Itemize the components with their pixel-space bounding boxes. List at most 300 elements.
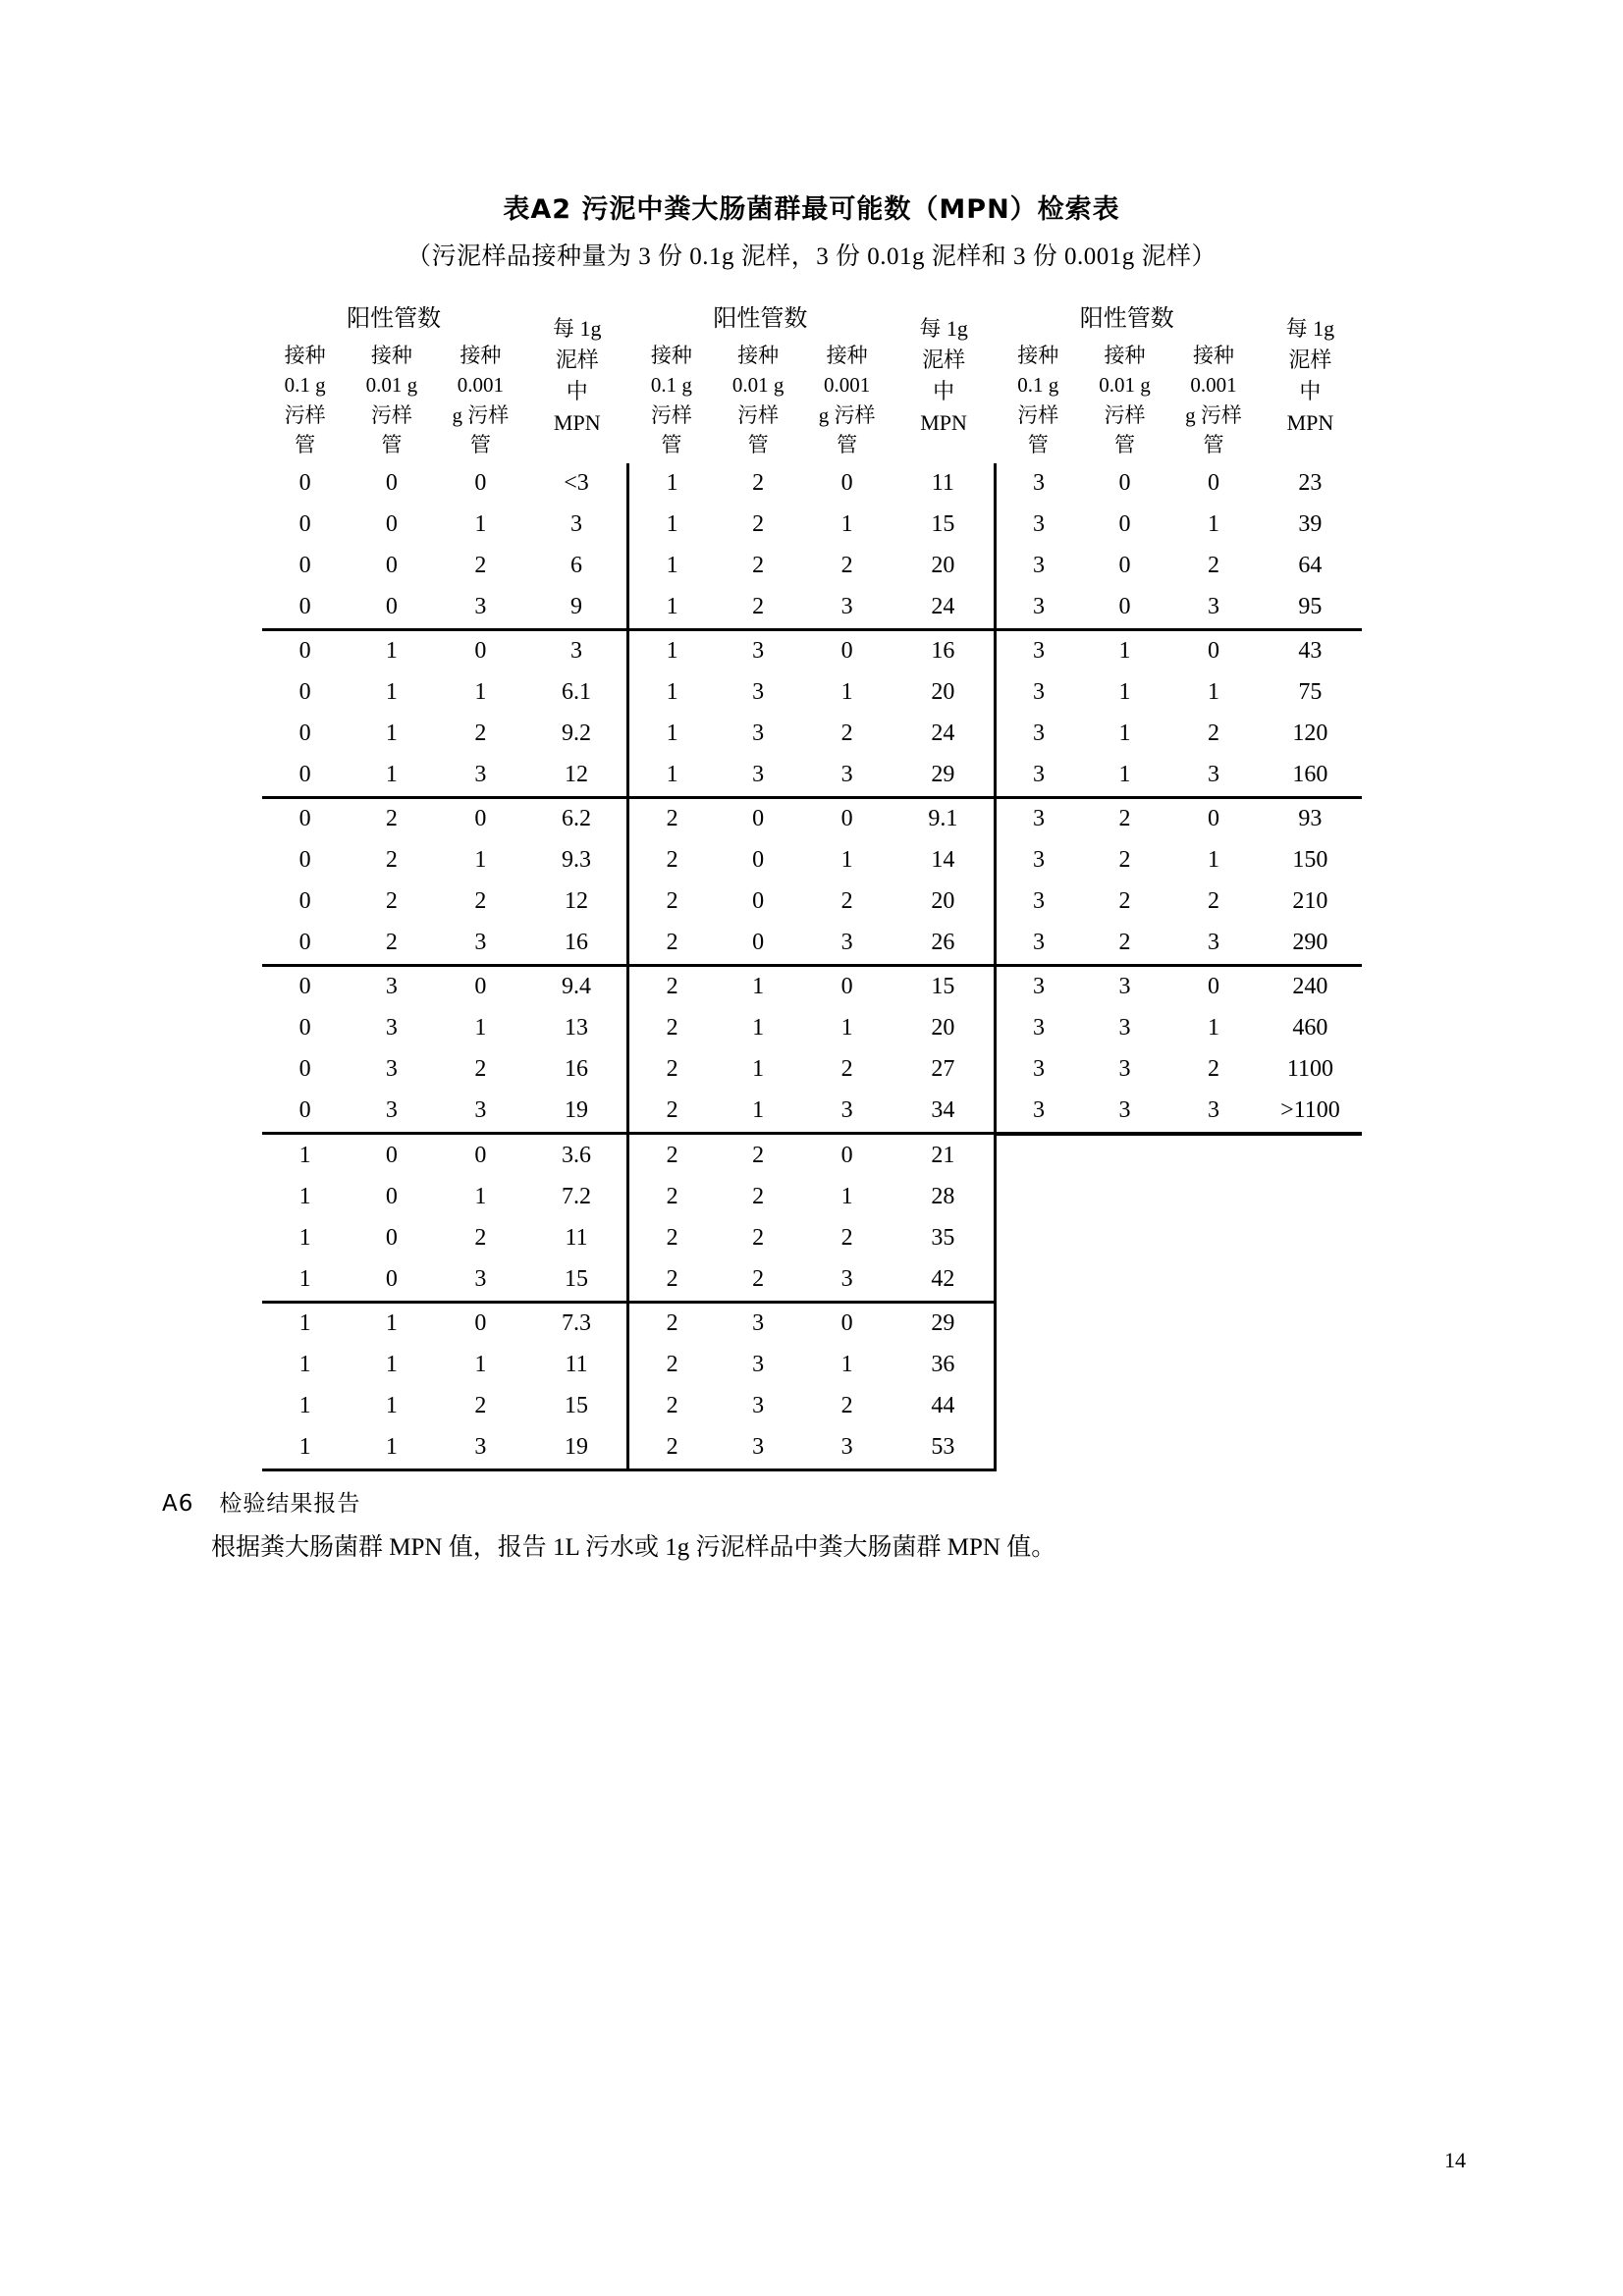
cell-mpn-g3: 95 xyxy=(1259,587,1361,630)
cell-mpn-g3: 93 xyxy=(1298,806,1323,832)
cell-tubes-b-g3 xyxy=(1081,1427,1167,1470)
cell-tubes-b-g3 xyxy=(1081,1386,1167,1427)
cell-tubes-a-g1: 0 xyxy=(298,511,311,538)
sub-header-line-4: 管 xyxy=(295,433,316,457)
cell-mpn-g1: 16 xyxy=(526,923,628,966)
cell-tubes-b-g1: 2 xyxy=(349,923,435,966)
cell-tubes-c-g2: 2 xyxy=(840,1056,853,1083)
cell-mpn-g1: 12 xyxy=(526,881,628,923)
cell-mpn-g2: 26 xyxy=(893,923,995,966)
cell-tubes-a-g2: 1 xyxy=(666,721,678,747)
cell-tubes-a-g3 xyxy=(995,1345,1081,1386)
cell-tubes-b-g3 xyxy=(1081,1134,1167,1177)
cell-tubes-b-g1: 0 xyxy=(385,470,398,497)
cell-tubes-a-g1: 1 xyxy=(262,1427,349,1470)
cell-tubes-a-g1: 0 xyxy=(298,638,311,665)
mpn-header-line-3: 中 xyxy=(1299,378,1322,403)
cell-tubes-a-g2: 1 xyxy=(666,511,678,538)
cell-tubes-c-g2: 3 xyxy=(801,587,893,630)
cell-mpn-g2: 20 xyxy=(893,546,995,587)
cell-tubes-b-g1: 0 xyxy=(385,1142,398,1168)
cell-tubes-a-g1: 0 xyxy=(298,470,311,497)
cell-tubes-c-g2: 2 xyxy=(840,1225,853,1252)
cell-tubes-a-g2: 2 xyxy=(666,1310,678,1337)
cell-tubes-c-g2: 0 xyxy=(840,1310,853,1337)
cell-tubes-c-g2: 3 xyxy=(801,1259,893,1303)
cell-tubes-b-g2: 2 xyxy=(715,1259,801,1303)
cell-tubes-b-g1: 1 xyxy=(385,1352,398,1378)
cell-mpn-g2: 20 xyxy=(893,881,995,923)
sub-header-line-2: 0.1 g xyxy=(284,373,326,398)
cell-tubes-b-g2: 1 xyxy=(752,974,765,1000)
cell-tubes-c-g2: 3 xyxy=(801,923,893,966)
cell-tubes-a-g1: 1 xyxy=(298,1352,311,1378)
cell-mpn-g2: 28 xyxy=(893,1177,995,1218)
cell-mpn-g3 xyxy=(1259,1134,1361,1177)
cell-tubes-c-g1: 3 xyxy=(435,923,526,966)
table-row xyxy=(262,755,1362,798)
sub-header-line-3: 污样 xyxy=(1017,402,1059,427)
cell-mpn-g2: 29 xyxy=(893,755,995,798)
cell-tubes-b-g1: 1 xyxy=(385,1310,398,1337)
cell-tubes-c-g3 xyxy=(1168,1345,1260,1386)
cell-tubes-b-g2: 3 xyxy=(715,755,801,798)
cell-tubes-b-g3 xyxy=(1081,1177,1167,1218)
sub-header-col3-g3 xyxy=(1168,338,1260,463)
cell-tubes-a-g1: 1 xyxy=(298,1310,311,1337)
cell-tubes-b-g3 xyxy=(1081,1302,1167,1345)
table-row xyxy=(262,463,1362,505)
cell-tubes-c-g3: 0 xyxy=(1207,806,1219,832)
cell-tubes-c-g1: 0 xyxy=(474,1310,487,1337)
cell-tubes-b-g3: 3 xyxy=(1118,1015,1131,1041)
cell-mpn-g1: 15 xyxy=(526,1259,628,1303)
cell-tubes-c-g2: 0 xyxy=(840,1142,853,1168)
sub-header-line-1: 接种 xyxy=(460,343,502,367)
cell-mpn-g2: 16 xyxy=(893,629,995,672)
table-row xyxy=(262,1177,1362,1218)
cell-tubes-a-g1: 0 xyxy=(298,1056,311,1083)
cell-tubes-c-g3: 1 xyxy=(1207,847,1219,874)
cell-tubes-b-g3 xyxy=(1081,1345,1167,1386)
cell-tubes-b-g2: 2 xyxy=(715,587,801,630)
cell-mpn-g1: 9 xyxy=(526,587,628,630)
table-row xyxy=(262,1345,1362,1386)
cell-tubes-a-g3: 3 xyxy=(1032,888,1045,915)
cell-tubes-b-g1: 2 xyxy=(385,888,398,915)
cell-tubes-c-g3: 2 xyxy=(1207,721,1219,747)
cell-mpn-g1: 13 xyxy=(526,1008,628,1049)
cell-tubes-b-g1: 1 xyxy=(385,1393,398,1419)
cell-tubes-a-g2: 2 xyxy=(628,923,715,966)
group-header-mpn-1 xyxy=(526,294,628,463)
cell-mpn-g1: 6.2 xyxy=(526,797,628,840)
sub-header-line-2: 0.1 g xyxy=(1017,373,1059,398)
mpn-header-line-3: 中 xyxy=(933,378,955,403)
cell-tubes-c-g1: 0 xyxy=(474,974,487,1000)
cell-tubes-b-g3 xyxy=(1081,1218,1167,1259)
cell-tubes-c-g1: 1 xyxy=(474,847,487,874)
cell-tubes-a-g3: 3 xyxy=(1032,511,1045,538)
cell-tubes-c-g2: 2 xyxy=(840,888,853,915)
cell-tubes-c-g1: 3 xyxy=(435,1259,526,1303)
cell-tubes-b-g2: 2 xyxy=(752,553,765,579)
cell-tubes-a-g2: 1 xyxy=(628,587,715,630)
cell-tubes-c-g1: 3 xyxy=(435,1091,526,1134)
cell-mpn-g3 xyxy=(1259,1386,1361,1427)
mpn-lookup-table xyxy=(262,294,1362,1471)
table-row xyxy=(262,714,1362,755)
cell-mpn-g1: 9.4 xyxy=(526,965,628,1008)
cell-tubes-c-g3: 2 xyxy=(1207,888,1219,915)
cell-tubes-c-g3: 3 xyxy=(1168,755,1260,798)
cell-tubes-b-g3: 0 xyxy=(1081,587,1167,630)
cell-tubes-a-g1: 1 xyxy=(298,1225,311,1252)
cell-mpn-g3: 160 xyxy=(1259,755,1361,798)
cell-mpn-g3: 210 xyxy=(1292,888,1328,915)
cell-tubes-a-g3: 3 xyxy=(995,923,1081,966)
group-header-positive-tubes-3: 阳性管数 xyxy=(1079,306,1174,333)
cell-tubes-a-g1: 0 xyxy=(262,587,349,630)
cell-tubes-b-g3: 3 xyxy=(1118,1056,1131,1083)
cell-mpn-g2: 29 xyxy=(893,1302,995,1345)
cell-mpn-g1: 3 xyxy=(526,629,628,672)
cell-mpn-g3: 43 xyxy=(1298,638,1323,665)
cell-tubes-c-g3 xyxy=(1168,1427,1260,1470)
cell-mpn-g3: 290 xyxy=(1259,923,1361,966)
cell-tubes-c-g2: 0 xyxy=(840,974,853,1000)
cell-tubes-b-g1: 2 xyxy=(385,806,398,832)
table-header xyxy=(262,294,1362,463)
cell-tubes-a-g2: 2 xyxy=(666,847,678,874)
cell-mpn-g3 xyxy=(1259,1427,1361,1470)
cell-tubes-b-g1: 1 xyxy=(385,679,398,706)
cell-tubes-b-g1: 1 xyxy=(349,755,435,798)
cell-tubes-b-g3: 0 xyxy=(1118,511,1131,538)
cell-tubes-c-g3 xyxy=(1168,1134,1260,1177)
cell-tubes-c-g3: 0 xyxy=(1207,974,1219,1000)
cell-mpn-g1: 6 xyxy=(526,546,628,587)
cell-tubes-a-g2: 2 xyxy=(628,1091,715,1134)
sub-header-line-1: 接种 xyxy=(1017,343,1059,367)
cell-tubes-c-g2: 1 xyxy=(840,679,853,706)
cell-tubes-a-g3: 3 xyxy=(995,587,1081,630)
sub-header-line-1: 接种 xyxy=(1192,343,1234,367)
cell-tubes-b-g1: 0 xyxy=(385,553,398,579)
cell-tubes-a-g3: 3 xyxy=(1032,638,1045,665)
cell-tubes-b-g1: 0 xyxy=(349,587,435,630)
cell-tubes-b-g1: 2 xyxy=(385,847,398,874)
cell-mpn-g1: 19 xyxy=(526,1091,628,1134)
cell-tubes-b-g2: 3 xyxy=(715,1427,801,1470)
cell-tubes-a-g1: 1 xyxy=(298,1142,311,1168)
cell-tubes-a-g3 xyxy=(995,1259,1081,1303)
table-row xyxy=(262,587,1362,630)
cell-tubes-c-g1: 2 xyxy=(474,1225,487,1252)
sub-header-line-4: 管 xyxy=(747,433,769,457)
sub-header-line-1: 接种 xyxy=(284,343,326,367)
cell-tubes-a-g1: 1 xyxy=(298,1393,311,1419)
group-header-positive-tubes-1: 阳性管数 xyxy=(347,306,442,333)
cell-tubes-c-g1: 0 xyxy=(474,470,487,497)
cell-mpn-g1: 16 xyxy=(526,1049,628,1091)
cell-tubes-a-g1: 0 xyxy=(298,1015,311,1041)
cell-mpn-g2: 15 xyxy=(893,965,995,1008)
page-subtitle: （污泥样品接种量为 3 份 0.1g 泥样，3 份 0.01g 泥样和 3 份 0.001g 泥样） xyxy=(406,243,1217,271)
cell-mpn-g2: 42 xyxy=(893,1259,995,1303)
cell-mpn-g2: 24 xyxy=(893,587,995,630)
cell-tubes-c-g1: 3 xyxy=(435,755,526,798)
cell-tubes-a-g3: 3 xyxy=(1032,1015,1045,1041)
cell-mpn-g3: 75 xyxy=(1298,679,1323,706)
mpn-header-line-1: 每 1g xyxy=(553,315,602,341)
cell-tubes-c-g1: 0 xyxy=(474,806,487,832)
table-row xyxy=(262,923,1362,966)
cell-tubes-c-g2: 1 xyxy=(840,847,853,874)
mpn-header-line-4: MPN xyxy=(920,409,967,435)
sub-header-col3-g2 xyxy=(801,338,893,463)
cell-tubes-c-g3 xyxy=(1168,1177,1260,1218)
sub-header-line-1: 接种 xyxy=(1104,343,1146,367)
cell-tubes-b-g3: 1 xyxy=(1118,721,1131,747)
cell-tubes-c-g2: 2 xyxy=(840,1393,853,1419)
cell-tubes-c-g1: 0 xyxy=(474,638,487,665)
section-number: A6 xyxy=(162,1490,194,1517)
table-row xyxy=(262,1008,1362,1049)
cell-mpn-g2: 9.1 xyxy=(893,797,995,840)
cell-tubes-b-g1: 1 xyxy=(385,638,398,665)
page-title: 表A2 污泥中粪大肠菌群最可能数（MPN）检索表 xyxy=(503,194,1120,225)
cell-tubes-a-g2: 2 xyxy=(666,974,678,1000)
cell-tubes-b-g3: 1 xyxy=(1118,638,1131,665)
cell-tubes-c-g1: 2 xyxy=(474,888,487,915)
cell-tubes-b-g3: 0 xyxy=(1118,553,1131,579)
sub-header-line-2: 0.01 g xyxy=(1099,373,1151,398)
cell-tubes-b-g3: 2 xyxy=(1118,847,1131,874)
cell-tubes-a-g2: 2 xyxy=(666,806,678,832)
cell-mpn-g3: 39 xyxy=(1298,511,1323,538)
table-row xyxy=(262,1049,1362,1091)
cell-tubes-c-g1: 1 xyxy=(474,1352,487,1378)
cell-tubes-c-g2: 3 xyxy=(801,1091,893,1134)
cell-tubes-c-g3: 0 xyxy=(1207,638,1219,665)
table-row xyxy=(262,840,1362,881)
cell-tubes-b-g1: 3 xyxy=(385,1056,398,1083)
mpn-header-line-2: 泥样 xyxy=(555,347,599,372)
cell-tubes-c-g3 xyxy=(1168,1302,1260,1345)
cell-tubes-a-g3: 3 xyxy=(1032,721,1045,747)
cell-mpn-g3: 120 xyxy=(1292,721,1328,747)
cell-tubes-b-g3 xyxy=(1081,1259,1167,1303)
cell-mpn-g1: 9.2 xyxy=(526,714,628,755)
cell-tubes-c-g1: 2 xyxy=(474,721,487,747)
cell-mpn-g2: 44 xyxy=(893,1386,995,1427)
cell-tubes-b-g3: 2 xyxy=(1118,806,1131,832)
sub-header-line-1: 接种 xyxy=(650,343,692,367)
cell-tubes-a-g1: 0 xyxy=(298,553,311,579)
cell-tubes-a-g3: 3 xyxy=(1032,974,1045,1000)
sub-header-line-3: 污样 xyxy=(284,402,326,427)
cell-tubes-c-g1: 2 xyxy=(474,1056,487,1083)
group-header-mpn-2 xyxy=(893,294,995,463)
cell-tubes-b-g1: 1 xyxy=(349,1427,435,1470)
cell-mpn-g3: 1100 xyxy=(1286,1056,1333,1083)
sub-header-line-4: 管 xyxy=(1027,433,1049,457)
cell-tubes-a-g3 xyxy=(995,1386,1081,1427)
cell-tubes-c-g1: 1 xyxy=(474,511,487,538)
cell-tubes-b-g2: 3 xyxy=(752,721,765,747)
mpn-header-line-1: 每 1g xyxy=(1285,315,1335,341)
cell-tubes-b-g3: 0 xyxy=(1118,470,1131,497)
cell-tubes-a-g3: 3 xyxy=(1032,553,1045,579)
mpn-header-line-1: 每 1g xyxy=(919,315,968,341)
group-header-positive-tubes-2: 阳性管数 xyxy=(713,306,808,333)
mpn-header-line-2: 泥样 xyxy=(1288,347,1332,372)
cell-tubes-a-g3 xyxy=(995,1427,1081,1470)
cell-tubes-a-g1: 0 xyxy=(262,755,349,798)
cell-tubes-a-g2: 2 xyxy=(666,1015,678,1041)
cell-tubes-b-g1: 0 xyxy=(385,511,398,538)
cell-tubes-c-g1: 1 xyxy=(474,1184,487,1210)
cell-mpn-g2: 15 xyxy=(893,505,995,546)
cell-tubes-a-g1: 0 xyxy=(298,679,311,706)
cell-mpn-g1: <3 xyxy=(526,463,628,505)
sub-header-col2-g2 xyxy=(715,338,801,463)
cell-tubes-c-g3: 3 xyxy=(1168,1091,1260,1134)
cell-tubes-a-g2: 1 xyxy=(628,755,715,798)
cell-tubes-b-g2: 0 xyxy=(715,923,801,966)
sub-header-line-3: g 污样 xyxy=(452,402,510,427)
cell-tubes-a-g2: 2 xyxy=(628,1259,715,1303)
sub-header-line-4: 管 xyxy=(1113,433,1135,457)
cell-tubes-b-g1: 1 xyxy=(385,721,398,747)
cell-tubes-a-g1: 1 xyxy=(298,1184,311,1210)
sub-header-line-3: 污样 xyxy=(370,402,412,427)
cell-mpn-g1: 3 xyxy=(526,505,628,546)
cell-tubes-a-g3 xyxy=(995,1218,1081,1259)
cell-mpn-g2: 27 xyxy=(893,1049,995,1091)
table-row xyxy=(262,1134,1362,1177)
group-header-mpn-3 xyxy=(1259,294,1361,463)
cell-mpn-g3 xyxy=(1259,1218,1361,1259)
cell-tubes-b-g1: 0 xyxy=(385,1225,398,1252)
cell-tubes-a-g3: 3 xyxy=(1032,806,1045,832)
sub-header-line-2: 0.01 g xyxy=(365,373,418,398)
table-row xyxy=(262,1259,1362,1303)
cell-mpn-g2: 20 xyxy=(893,672,995,714)
cell-tubes-b-g1: 0 xyxy=(349,1259,435,1303)
cell-tubes-a-g2: 2 xyxy=(666,1184,678,1210)
table-row xyxy=(262,881,1362,923)
cell-tubes-c-g2: 1 xyxy=(840,1184,853,1210)
section-body-text: 根据粪大肠菌群 MPN 值，报告 1L 污水或 1g 污泥样品中粪大肠菌群 MPN 值。 xyxy=(211,1533,1056,1561)
cell-tubes-c-g3: 2 xyxy=(1207,1056,1219,1083)
sub-header-col2-g3 xyxy=(1081,338,1167,463)
cell-tubes-a-g1: 0 xyxy=(298,721,311,747)
cell-tubes-b-g2: 3 xyxy=(752,1393,765,1419)
cell-tubes-a-g3 xyxy=(995,1134,1081,1177)
cell-tubes-b-g1: 3 xyxy=(385,1015,398,1041)
cell-tubes-a-g2: 1 xyxy=(666,553,678,579)
cell-mpn-g2: 35 xyxy=(893,1218,995,1259)
cell-mpn-g1: 7.3 xyxy=(526,1302,628,1345)
sub-header-line-2: 0.001 xyxy=(1190,373,1237,398)
cell-tubes-b-g1: 0 xyxy=(385,1184,398,1210)
sub-header-line-2: 0.001 xyxy=(457,373,504,398)
cell-mpn-g1: 15 xyxy=(526,1386,628,1427)
cell-tubes-b-g2: 3 xyxy=(752,1352,765,1378)
cell-tubes-a-g1: 0 xyxy=(298,847,311,874)
table-row xyxy=(262,1218,1362,1259)
cell-tubes-b-g2: 3 xyxy=(752,679,765,706)
cell-tubes-a-g3: 3 xyxy=(1032,1056,1045,1083)
sub-header-line-1: 接种 xyxy=(737,343,780,367)
cell-tubes-a-g3: 3 xyxy=(995,1091,1081,1134)
sub-header-line-1: 接种 xyxy=(370,343,412,367)
cell-tubes-a-g1: 0 xyxy=(262,923,349,966)
cell-tubes-c-g1: 3 xyxy=(435,1427,526,1470)
cell-tubes-b-g2: 1 xyxy=(715,1091,801,1134)
section-title: 检验结果报告 xyxy=(219,1490,361,1517)
cell-tubes-c-g3: 0 xyxy=(1207,470,1219,497)
cell-tubes-b-g2: 3 xyxy=(752,638,765,665)
cell-mpn-g3: 240 xyxy=(1292,974,1328,1000)
sub-header-line-1: 接种 xyxy=(826,343,868,367)
cell-tubes-b-g2: 2 xyxy=(752,1142,765,1168)
cell-mpn-g2: 34 xyxy=(893,1091,995,1134)
cell-tubes-a-g2: 2 xyxy=(666,1056,678,1083)
cell-mpn-g3: 64 xyxy=(1298,553,1323,579)
cell-mpn-g2: 11 xyxy=(893,463,995,505)
cell-tubes-a-g1: 0 xyxy=(298,888,311,915)
sub-header-line-2: 0.1 g xyxy=(650,373,692,398)
cell-tubes-c-g3: 3 xyxy=(1168,587,1260,630)
table-row xyxy=(262,1091,1362,1134)
cell-tubes-c-g2: 0 xyxy=(840,806,853,832)
cell-mpn-g2: 53 xyxy=(893,1427,995,1470)
page-number: 14 xyxy=(1444,2148,1466,2172)
table-row xyxy=(262,505,1362,546)
cell-mpn-g1: 11 xyxy=(526,1345,628,1386)
section-heading-a6 xyxy=(0,1485,1623,1518)
mpn-table-container xyxy=(262,294,1362,1471)
cell-mpn-g2: 20 xyxy=(893,1008,995,1049)
sub-header-line-4: 管 xyxy=(1203,433,1224,457)
cell-mpn-g1: 9.3 xyxy=(526,840,628,881)
cell-tubes-c-g1: 1 xyxy=(474,679,487,706)
cell-mpn-g2: 21 xyxy=(893,1134,995,1177)
cell-tubes-b-g2: 3 xyxy=(752,1310,765,1337)
cell-tubes-a-g2: 1 xyxy=(666,470,678,497)
sub-header-line-4: 管 xyxy=(469,433,491,457)
cell-tubes-a-g3 xyxy=(995,1177,1081,1218)
sub-header-line-4: 管 xyxy=(837,433,858,457)
table-row xyxy=(262,1386,1362,1427)
table-row xyxy=(262,672,1362,714)
cell-tubes-a-g1: 0 xyxy=(298,974,311,1000)
sub-header-line-4: 管 xyxy=(661,433,682,457)
cell-tubes-c-g2: 1 xyxy=(840,511,853,538)
sub-header-col1-g2 xyxy=(628,338,715,463)
sub-header-line-3: 污样 xyxy=(650,402,692,427)
cell-tubes-c-g2: 3 xyxy=(801,1427,893,1470)
table-row xyxy=(262,1302,1362,1345)
cell-mpn-g3 xyxy=(1259,1302,1361,1345)
cell-mpn-g2: 24 xyxy=(893,714,995,755)
cell-tubes-c-g2: 0 xyxy=(840,470,853,497)
sub-header-col3-g1 xyxy=(435,338,526,463)
cell-mpn-g2: 36 xyxy=(893,1345,995,1386)
